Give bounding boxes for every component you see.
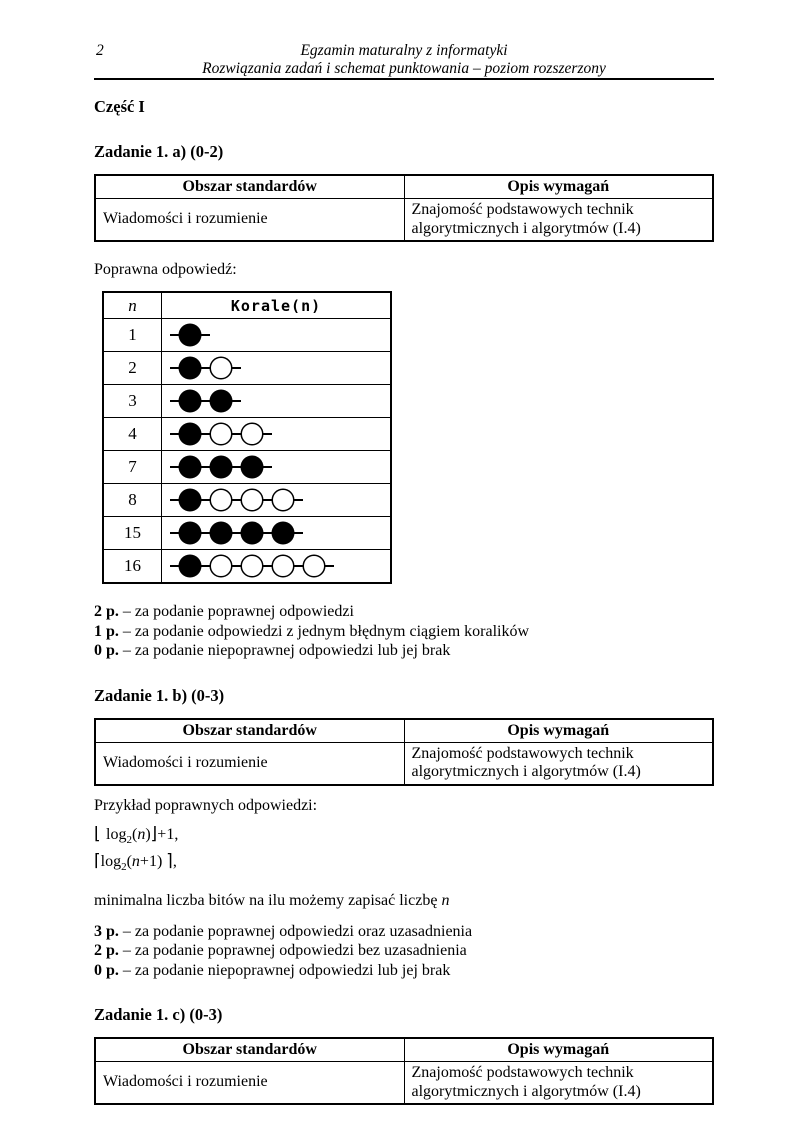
score-text: – za podanie odpowiedzi z jednym błędnym ciągiem koralików — [122, 622, 530, 640]
cell-opis: Znajomość podstawowych technik algorytmicznych i algorytmów (I.4) — [404, 1062, 713, 1105]
part-title: Część I — [94, 97, 145, 116]
bead-row-n: 4 — [103, 418, 162, 451]
bead-string-icon — [162, 320, 388, 350]
scoring-line — [94, 961, 714, 981]
bead-row-string — [162, 451, 392, 484]
bead-row-n: 3 — [103, 385, 162, 418]
bead-col-korale-label: Korale(n) — [162, 292, 392, 319]
formula-block — [94, 824, 714, 878]
scoring-line — [94, 602, 714, 622]
cell-obszar: Wiadomości i rozumienie — [95, 199, 404, 242]
table-row — [95, 199, 713, 242]
bead-row-n: 1 — [103, 319, 162, 352]
section-zadanie-1b — [94, 686, 714, 981]
bead-row-string — [162, 517, 392, 550]
table-row — [95, 742, 713, 785]
formula-floor-log: ⌊ $\log_2(n)⌋+1$, — [94, 823, 179, 846]
bead-row-n: 8 — [103, 484, 162, 517]
bead-row-string — [162, 352, 392, 385]
table-row — [95, 1062, 713, 1105]
bead-string-icon — [162, 551, 388, 581]
bead-table-body — [103, 319, 391, 584]
bead-col-n-label: n — [103, 292, 162, 319]
scoring-line — [94, 641, 714, 661]
table-header-row — [95, 1038, 713, 1062]
answer-label: Przykład poprawnych odpowiedzi: — [94, 796, 318, 814]
running-header — [94, 0, 714, 80]
table-header-row — [95, 175, 713, 199]
bead-string-icon — [162, 452, 388, 482]
note-text: minimalna liczba bitów na ilu możemy zapisać liczbę — [94, 891, 442, 909]
col-obszar-standardow: Obszar standardów — [95, 1038, 404, 1062]
bead-string-icon — [162, 353, 388, 383]
score-text: – za podanie niepoprawnej odpowiedzi lub jej brak — [122, 642, 451, 659]
note-line — [94, 892, 714, 910]
bead-figure-table — [102, 291, 392, 584]
bead-row — [103, 550, 391, 584]
score-text: – za podanie niepoprawnej odpowiedzi lub jej brak — [122, 961, 451, 979]
score-text: – za podanie poprawnej odpowiedzi bez uzasadnienia — [122, 942, 467, 959]
task-title-1b: Zadanie 1. b) (0-3) — [94, 685, 225, 705]
bead-string-icon — [162, 419, 388, 449]
page-number: 2 — [96, 42, 104, 59]
requirements-table-1c — [94, 1037, 714, 1105]
bead-row-string — [162, 484, 392, 517]
cell-opis: Znajomość podstawowych technik algorytmicznych i algorytmów (I.4) — [404, 199, 713, 242]
score-points: 3 p. — [94, 922, 119, 940]
col-opis-wymagan: Opis wymagań — [404, 175, 713, 199]
section-zadanie-1a — [94, 142, 714, 661]
cell-obszar: Wiadomości i rozumienie — [95, 742, 404, 785]
bead-row — [103, 418, 391, 451]
scoring-line — [94, 622, 714, 642]
requirements-table-1a — [94, 174, 714, 242]
page-content — [94, 0, 714, 1105]
note-variable: n — [441, 891, 450, 909]
cell-opis: Znajomość podstawowych technik algorytmicznych i algorytmów (I.4) — [404, 742, 713, 785]
scoring-block-1b — [94, 922, 714, 981]
header-rule — [94, 78, 714, 80]
bead-row-n: 7 — [103, 451, 162, 484]
score-points: 0 p. — [94, 961, 119, 979]
bead-row — [103, 385, 391, 418]
col-obszar-standardow: Obszar standardów — [95, 175, 404, 199]
col-opis-wymagan: Opis wymagań — [404, 719, 713, 743]
formula-ceil-log: $⌈\log_2(n+1)$ ⌉, — [94, 850, 177, 873]
bead-row — [103, 352, 391, 385]
section-zadanie-1c — [94, 1005, 714, 1105]
col-opis-wymagan: Opis wymagań — [404, 1038, 713, 1062]
score-points: 2 p. — [94, 603, 119, 620]
task-title-1c: Zadanie 1. c) (0-3) — [94, 1005, 223, 1024]
bead-row — [103, 319, 391, 352]
bead-figure-header-row — [103, 292, 391, 319]
bead-string-icon — [162, 386, 388, 416]
score-points: 2 p. — [94, 942, 119, 959]
running-header-text — [94, 42, 714, 77]
scoring-line — [94, 941, 714, 961]
bead-row — [103, 484, 391, 517]
bead-row-n: 2 — [103, 352, 162, 385]
bead-string-icon — [162, 485, 388, 515]
score-text: – za podanie poprawnej odpowiedzi — [122, 603, 354, 620]
bead-row-n: 16 — [103, 550, 162, 584]
bead-row-string — [162, 319, 392, 352]
header-title-line2: Rozwiązania zadań i schemat punktowania – poziom rozszerzony — [202, 59, 606, 77]
score-points: 0 p. — [94, 642, 119, 659]
bead-row-string — [162, 418, 392, 451]
cell-obszar: Wiadomości i rozumienie — [95, 1062, 404, 1105]
score-text: – za podanie poprawnej odpowiedzi oraz uzasadnienia — [122, 922, 473, 940]
header-title-line1: Egzamin maturalny z informatyki — [300, 42, 508, 59]
table-header-row — [95, 719, 713, 743]
task-title-1a: Zadanie 1. a) (0-2) — [94, 142, 224, 161]
bead-row — [103, 517, 391, 550]
score-points: 1 p. — [94, 622, 119, 640]
requirements-table-1b — [94, 718, 714, 786]
bead-row-string — [162, 550, 392, 584]
bead-row — [103, 451, 391, 484]
bead-row-n: 15 — [103, 517, 162, 550]
scoring-block-1a — [94, 602, 714, 661]
answer-label: Poprawna odpowiedź: — [94, 261, 237, 278]
scoring-line — [94, 922, 714, 942]
col-obszar-standardow: Obszar standardów — [95, 719, 404, 743]
bead-string-icon — [162, 518, 388, 548]
bead-row-string — [162, 385, 392, 418]
